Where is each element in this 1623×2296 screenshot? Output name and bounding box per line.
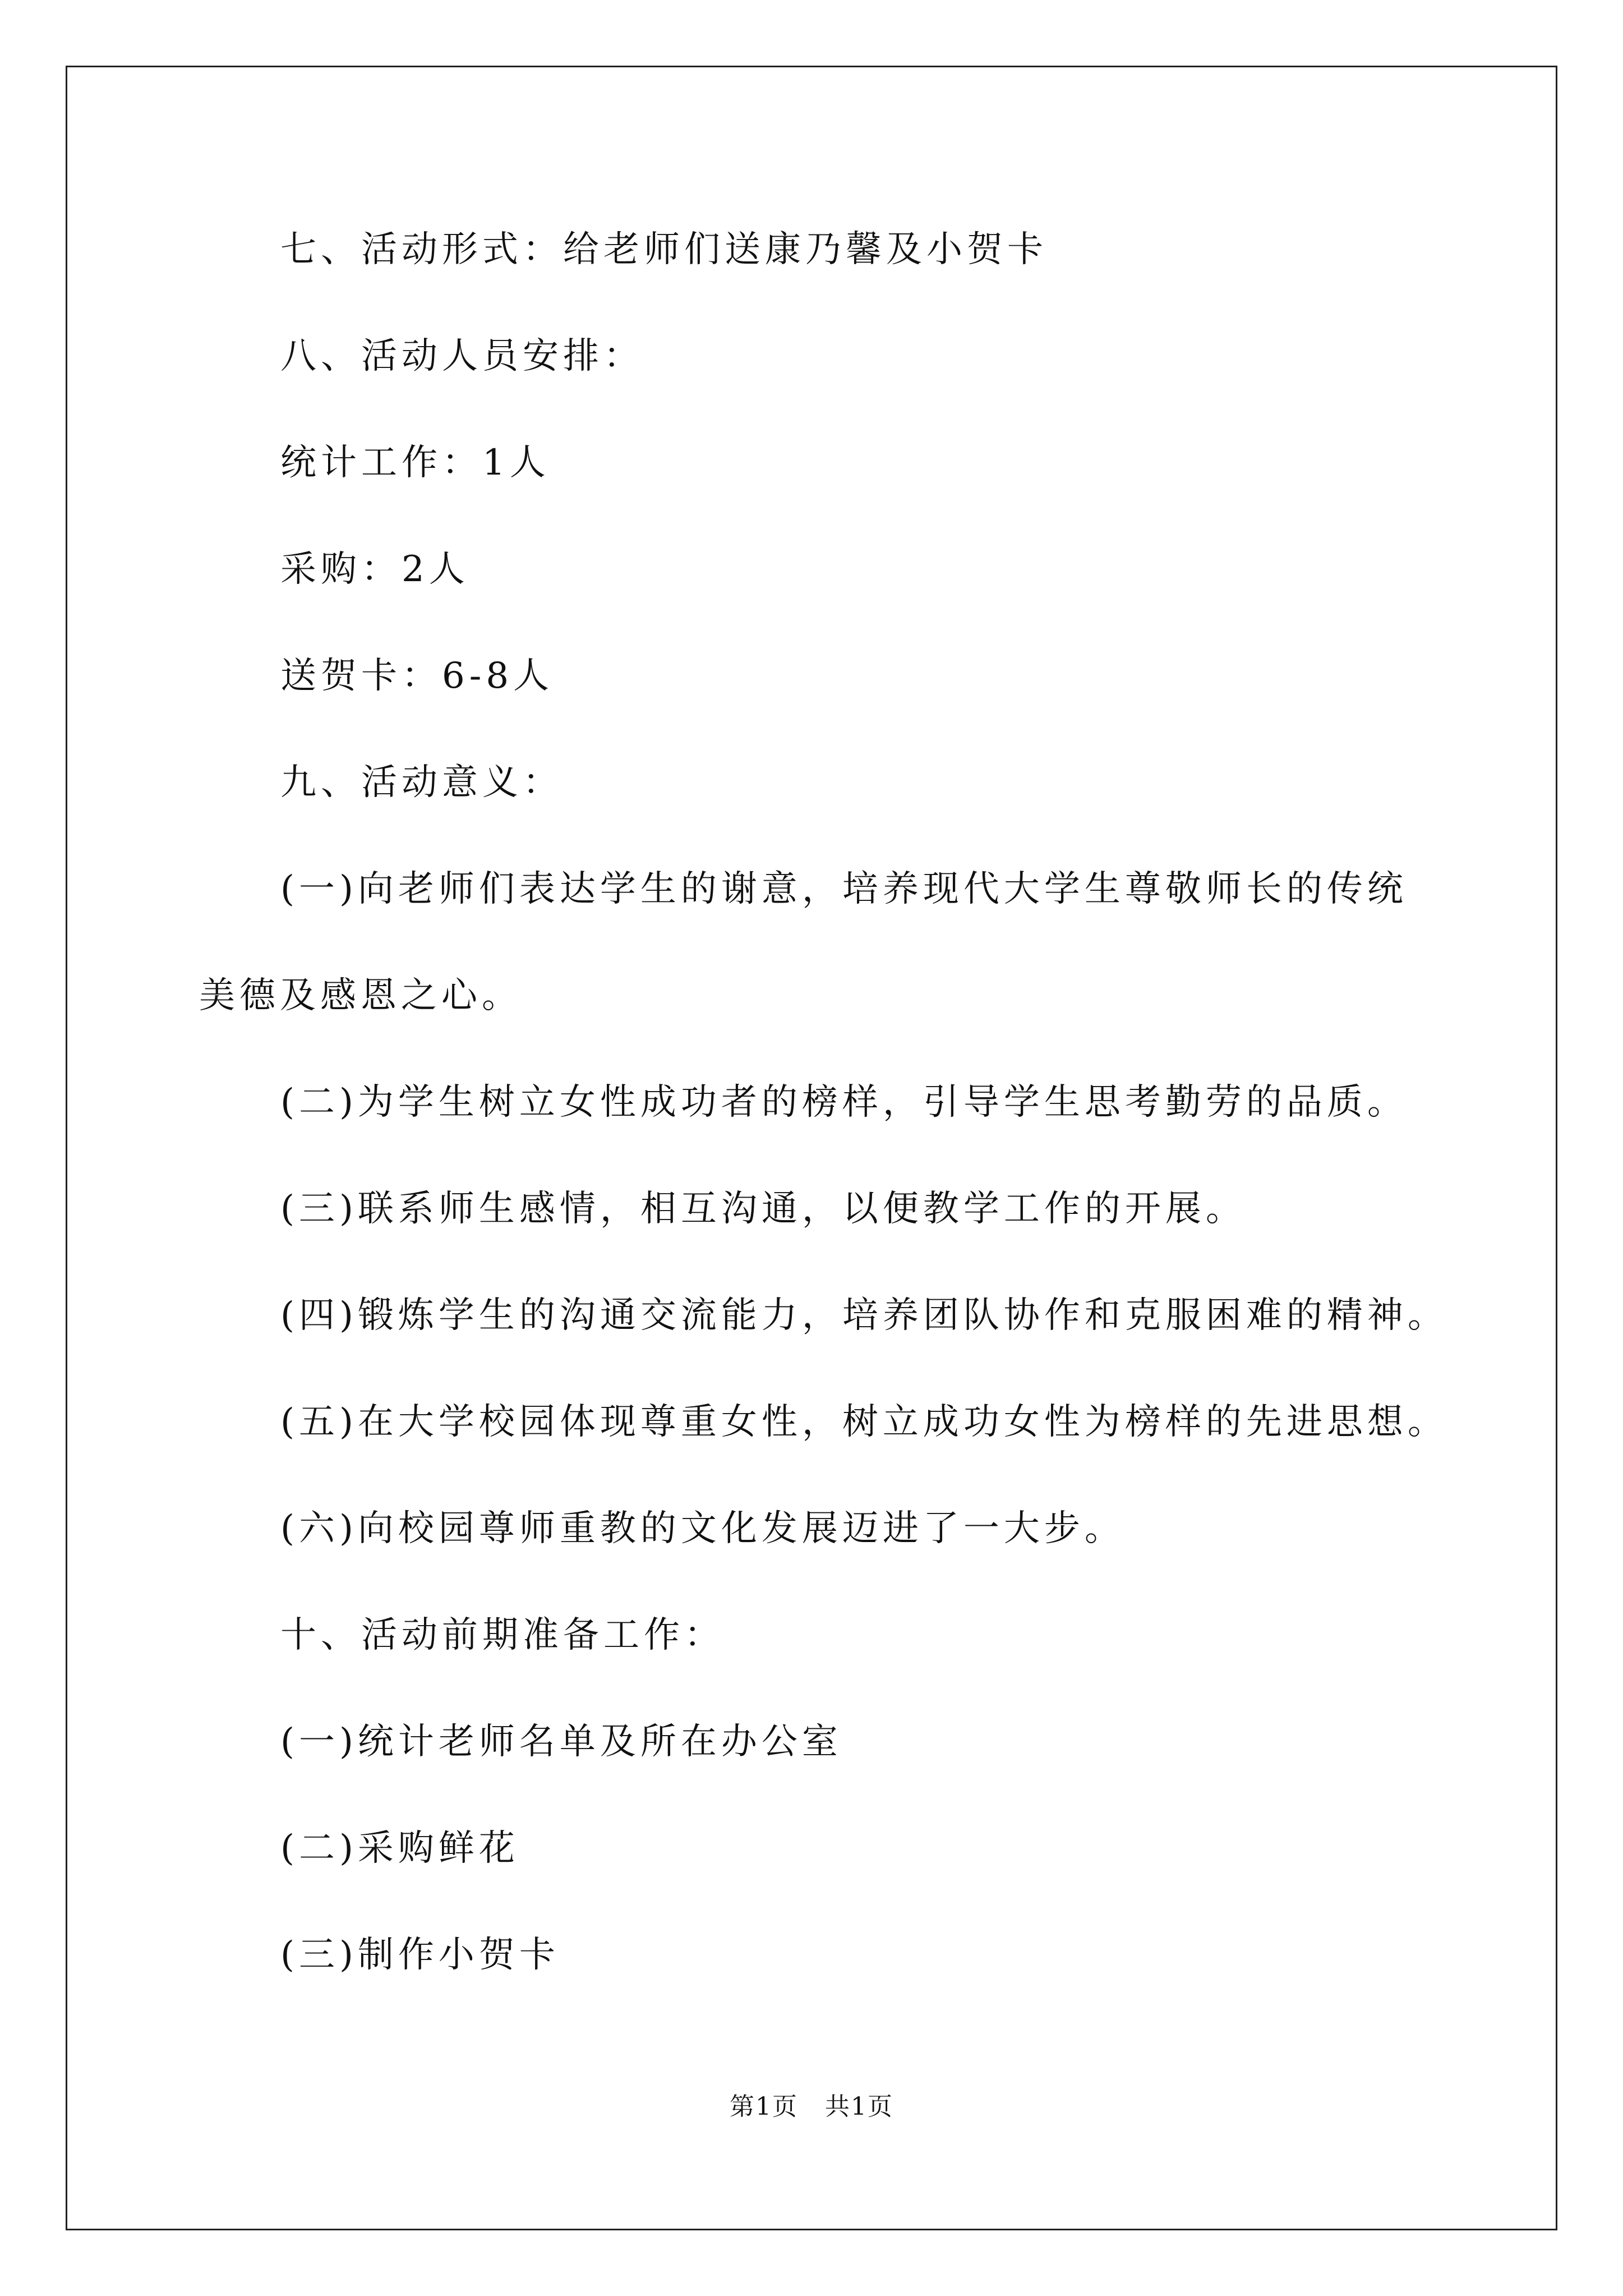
paragraph-line: (一)统计老师名单及所在办公室 xyxy=(280,1721,842,1763)
paragraph-line: 七、活动形式：给老师们送康乃馨及小贺卡 xyxy=(280,229,1048,270)
paragraph-line: (五)在大学校园体现尊重女性，树立成功女性为榜样的先进思想。 xyxy=(280,1401,1448,1443)
paragraph-line: (六)向校园尊师重教的文化发展迈进了一大步。 xyxy=(280,1508,1125,1549)
paragraph-line: (二)采购鲜花 xyxy=(280,1828,519,1869)
page-footer: 第1页 共1页 xyxy=(730,2092,893,2121)
paragraph-line: 统计工作：1人 xyxy=(280,442,550,484)
paragraph-line: (三)制作小贺卡 xyxy=(280,1934,560,1976)
paragraph-line: 采购：2人 xyxy=(280,549,469,590)
paragraph-line: (四)锻炼学生的沟通交流能力，培养团队协作和克服困难的精神。 xyxy=(280,1295,1448,1336)
paragraph-line: 九、活动意义： xyxy=(280,762,563,803)
paragraph-line: (二)为学生树立女性成功者的榜样，引导学生思考勤劳的品质。 xyxy=(280,1082,1408,1123)
paragraph-line: 十、活动前期准备工作： xyxy=(280,1614,725,1656)
paragraph-line: 美德及感恩之心。 xyxy=(199,975,522,1016)
paragraph-line: (三)联系师生感情，相互沟通，以便教学工作的开展。 xyxy=(280,1188,1246,1230)
paragraph-line: (一)向老师们表达学生的谢意，培养现代大学生尊敬师长的传统 xyxy=(280,868,1408,910)
paragraph-line: 送贺卡：6-8人 xyxy=(280,655,554,697)
paragraph-line: 八、活动人员安排： xyxy=(280,335,644,377)
